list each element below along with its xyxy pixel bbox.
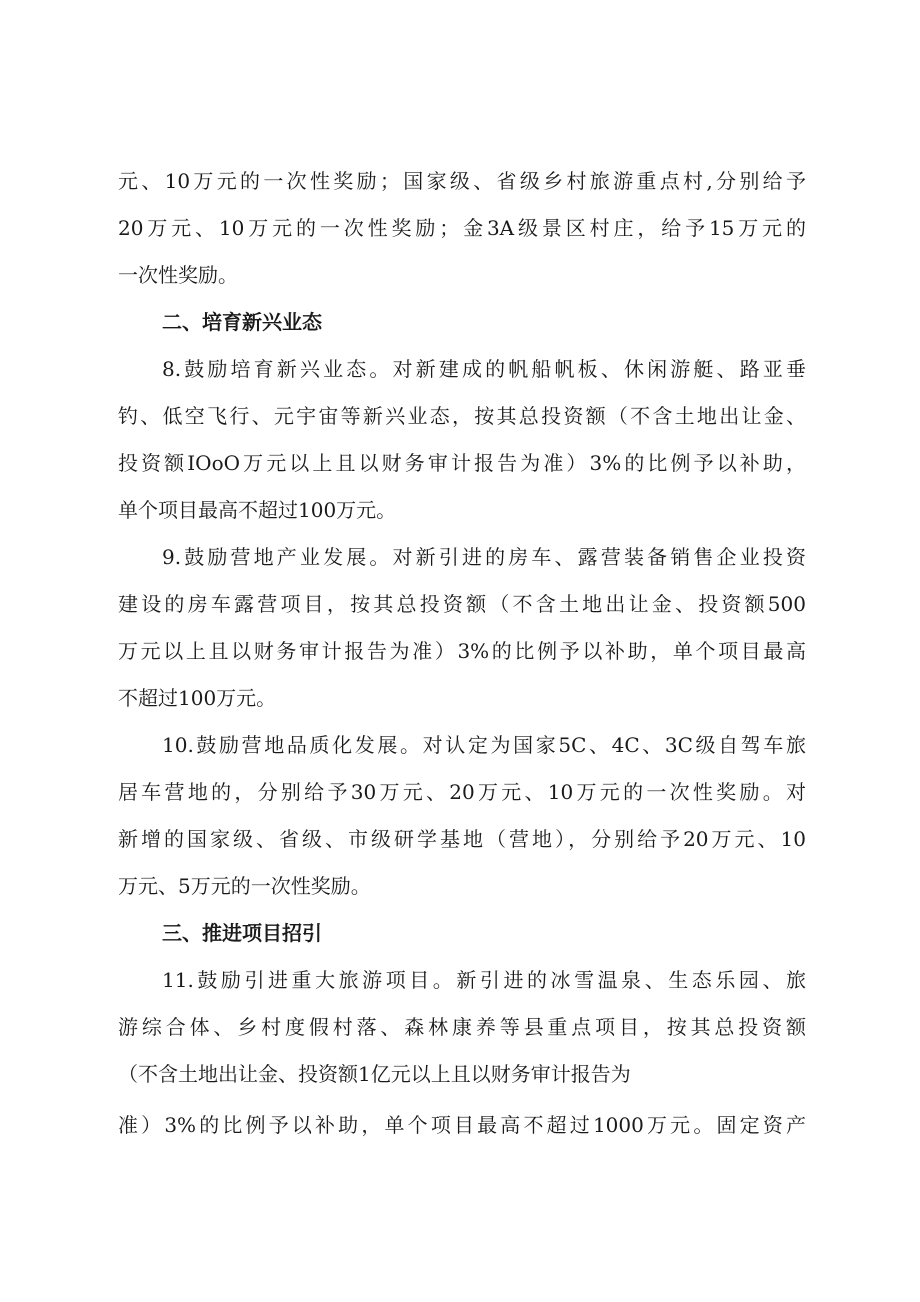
paragraph-line: （不含土地出让金、投资额1亿元以上且以财务审计报告为 (118, 1062, 631, 1086)
paragraph-line: 9.鼓励营地产业发展。对新引进的房车、露营装备销售企业投资 (162, 545, 806, 569)
paragraph-line: 10.鼓励营地品质化发展。对认定为国家5C、4C、3C级自驾车旅 (162, 733, 806, 757)
paragraph-line: 钓、低空飞行、元宇宙等新兴业态，按其总投资额（不含土地出让金、 (118, 404, 806, 428)
paragraph-line: 投资额IOoO万元以上且以财务审计报告为准）3%的比例予以补助， (118, 451, 806, 475)
paragraph-line: 建设的房车露营项目，按其总投资额（不含土地出让金、投资额500 (118, 592, 806, 616)
paragraph-line: 准）3%的比例予以补助，单个项目最高不超过1000万元。固定资产 (118, 1113, 806, 1137)
paragraph-line: 11.鼓励引进重大旅游项目。新引进的冰雪温泉、生态乐园、旅 (162, 968, 806, 992)
paragraph-line: 8.鼓励培育新兴业态。对新建成的帆船帆板、休闲游艇、路亚垂 (162, 357, 806, 381)
section-heading-3: 三、推进项目招引 (162, 921, 322, 945)
paragraph-line: 一次性奖励。 (118, 263, 238, 287)
document-page (118, 158, 806, 1149)
paragraph-line: 万元以上且以财务审计报告为准）3%的比例予以补助，单个项目最高 (118, 639, 806, 663)
paragraph-line: 元、10万元的一次性奖励；国家级、省级乡村旅游重点村,分别给予 (118, 169, 806, 193)
paragraph-line: 不超过100万元。 (118, 686, 277, 710)
paragraph-line: 居车营地的，分别给予30万元、20万元、10万元的一次性奖励。对 (118, 780, 806, 804)
paragraph-line: 游综合体、乡村度假村落、森林康养等县重点项目，按其总投资额 (118, 1015, 806, 1039)
paragraph-line: 新增的国家级、省级、市级研学基地（营地），分别给予20万元、10 (118, 827, 806, 851)
paragraph-line: 单个项目最高不超过100万元。 (118, 498, 397, 522)
paragraph-line: 万元、5万元的一次性奖励。 (118, 874, 371, 898)
paragraph-line: 20万元、10万元的一次性奖励；金3A级景区村庄，给予15万元的 (118, 216, 806, 240)
section-heading-2: 二、培育新兴业态 (162, 310, 322, 334)
